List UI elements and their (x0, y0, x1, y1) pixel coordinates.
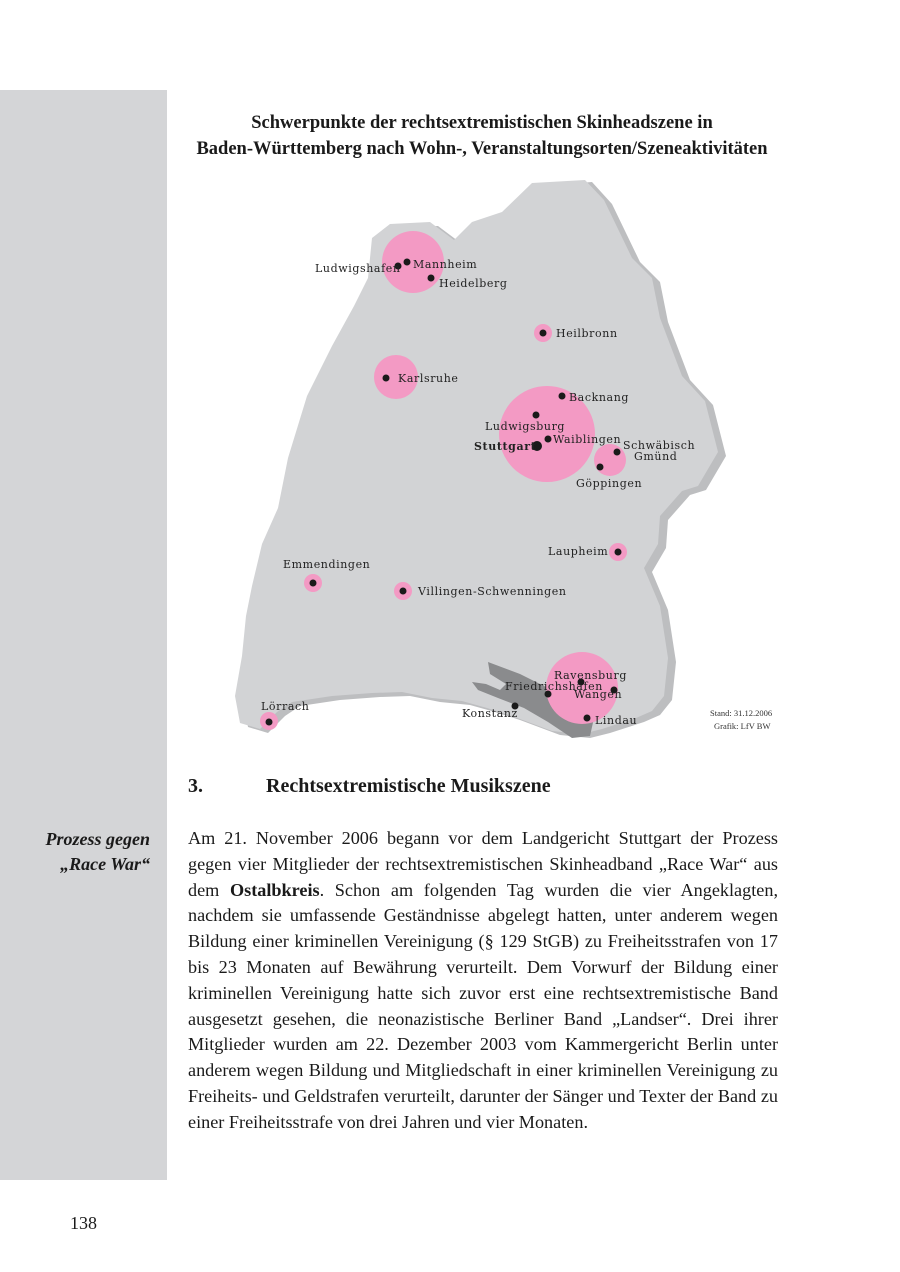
dot-backnang (559, 393, 566, 400)
label-emmendingen: Emmendingen (283, 558, 371, 571)
label-waiblingen: Waiblingen (553, 433, 622, 446)
label-schwaebisch: Schwäbisch (623, 439, 696, 452)
label-backnang: Backnang (569, 391, 630, 404)
body-text-rest: . Schon am folgenden Tag wurden die vier Angeklagten, nachdem sie umfassende Geständnisse abgelegt hatten, unter anderem wegen Bildung einer kriminellen Vereinigung (§ 129 StGB) zu Freiheitsstrafen von 17 bis 23 Monaten auf Bewährung verurteilt. Dem Vorwurf der Bildung einer kriminellen Vereinigung hatte sich zuvor erst eine rechtsextremistische Band ausgesetzt gesehen, die neonazistische Berliner Band „Landser“. Drei ihrer Mitglieder wurden am 22. Dezember 2003 vom Kammergericht Berlin unter anderem wegen Bildung und Mitgliedschaft in einer kriminellen Vereinigung zu Freiheits- und Geldstrafen verurteilt, darunter der Sänger und Texter der Band zu einer Freiheitsstrafe von drei Jahren und vier Monaten. (188, 879, 778, 1132)
label-karlsruhe: Karlsruhe (398, 372, 459, 385)
dot-goeppingen (597, 464, 604, 471)
dot-ludwigsburg (533, 412, 540, 419)
dot-heidelberg (428, 275, 435, 282)
label-ludwigshafen: Ludwigshafen (315, 262, 401, 275)
label-mannheim: Mannheim (413, 258, 478, 271)
label-wangen: Wangen (574, 688, 623, 701)
dot-heilbronn (540, 330, 547, 337)
dot-mannheim (404, 259, 411, 266)
marker-goeppingen (594, 444, 626, 476)
dot-lindau (584, 715, 591, 722)
body-paragraph (188, 826, 778, 1136)
side-note (0, 827, 150, 877)
map-title-line-2: Baden-Württemberg nach Wohn-, Veranstaltungsorten/Szeneaktivitäten (196, 139, 768, 159)
label-friedrichshafen: Friedrichshafen (505, 680, 603, 693)
label-ravensburg: Ravensburg (554, 669, 627, 682)
dot-loerrach (266, 719, 273, 726)
page-number: 138 (70, 1213, 97, 1233)
section-number: 3. (188, 775, 203, 797)
label-villingen: Villingen-Schwenningen (418, 585, 567, 598)
label-konstanz: Konstanz (462, 707, 518, 720)
dot-villingen (400, 588, 407, 595)
body-text-bold: Ostalbkreis (229, 879, 320, 900)
map-credit-date: Stand: 31.12.2006 (710, 708, 773, 718)
label-stuttgart: Stuttgart (474, 440, 537, 453)
label-gmuend: Gmünd (634, 450, 678, 463)
label-ludwigsburg: Ludwigsburg (485, 420, 566, 433)
body-text-start: Am 21. November 2006 begann vor dem Landgericht Stuttgart der Prozess gegen vier Mitglieder der rechtsextremistischen Skinheadband „Race War“ aus dem (188, 828, 778, 900)
dot-laupheim (615, 549, 622, 556)
dot-schwaebisch-gmuend (614, 449, 621, 456)
map-title-line-1: Schwerpunkte der rechtsextremistischen Skinheadszene in (251, 113, 713, 133)
label-loerrach: Lörrach (261, 700, 310, 713)
label-goeppingen: Göppingen (576, 477, 643, 490)
dot-waiblingen (545, 436, 552, 443)
dot-emmendingen (310, 580, 317, 587)
label-lindau: Lindau (595, 714, 638, 727)
map-credit-source: Grafik: LfV BW (714, 721, 771, 731)
side-note-line-2: „Race War“ (60, 854, 150, 874)
label-heidelberg: Heidelberg (439, 277, 508, 290)
dot-karlsruhe (383, 375, 390, 382)
section-heading (188, 775, 551, 798)
section-title: Rechtsextremistische Musikszene (266, 775, 551, 797)
side-note-line-1: Prozess gegen (45, 829, 150, 849)
label-heilbronn: Heilbronn (556, 327, 618, 340)
label-laupheim: Laupheim (548, 545, 609, 558)
